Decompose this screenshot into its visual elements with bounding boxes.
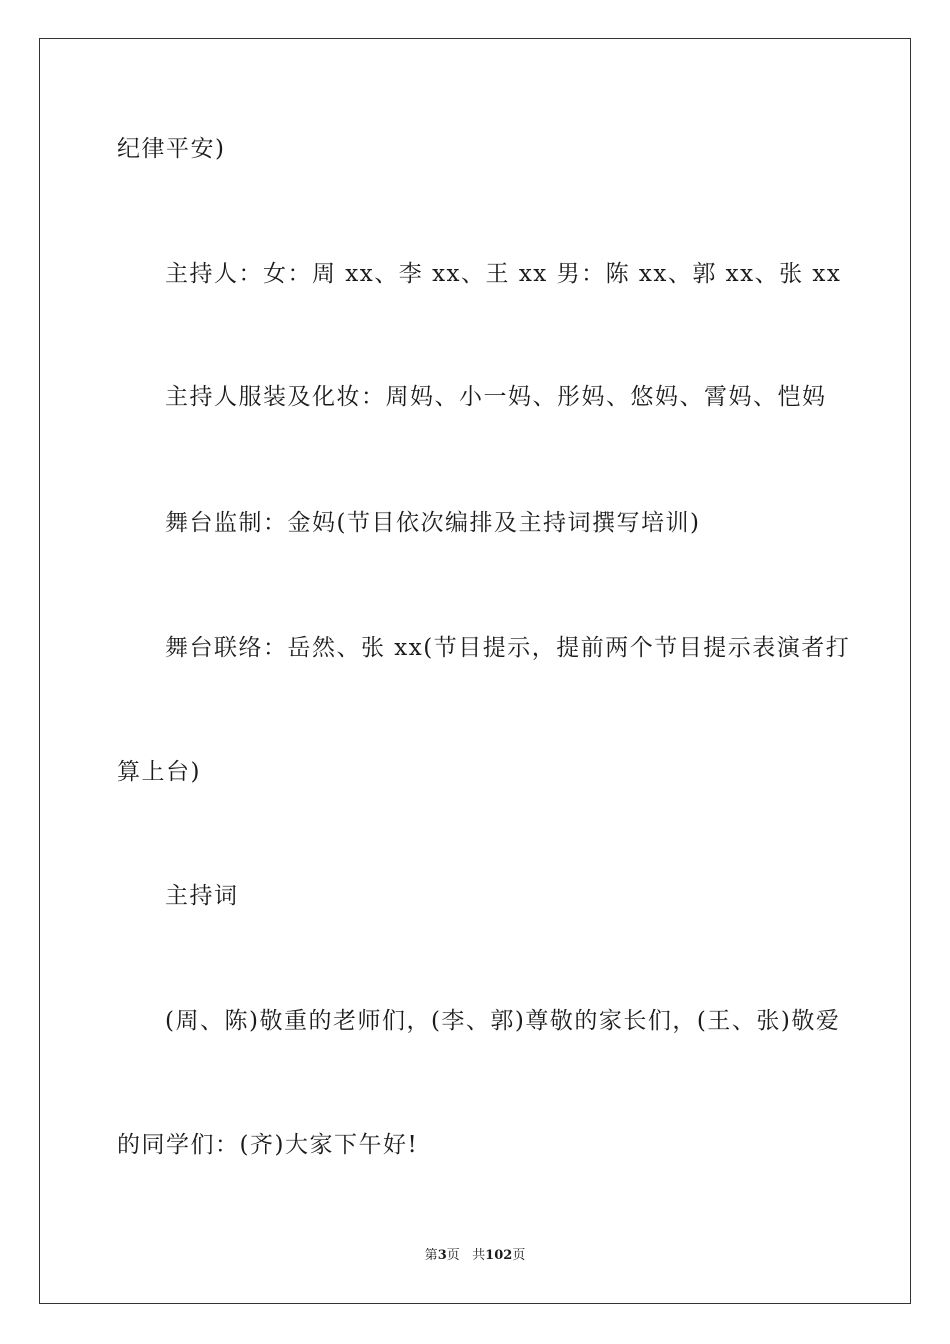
page-border <box>39 38 911 1304</box>
section-heading: 主持词 <box>165 883 239 909</box>
text-line-8: (周、陈)敬重的老师们，(李、郭)尊敬的家长们，(王、张)敬爱 <box>165 1008 841 1034</box>
text-line-6: 算上台) <box>117 759 201 785</box>
text-line-3: 主持人服装及化妆：周妈、小一妈、彤妈、悠妈、霄妈、恺妈 <box>165 384 827 410</box>
total-label-prefix: 共 <box>472 1248 486 1263</box>
text-line-4: 舞台监制：金妈(节目依次编排及主持词撰写培训) <box>165 510 701 536</box>
text-line-1: 纪律平安) <box>117 136 226 162</box>
total-label-suffix: 页 <box>512 1248 526 1263</box>
total-pages-number: 102 <box>485 1248 513 1263</box>
text-line-9: 的同学们：(齐)大家下午好! <box>117 1132 419 1158</box>
page-label-prefix: 第 <box>424 1248 438 1263</box>
text-line-2: 主持人：女：周 xx、李 xx、王 xx 男：陈 xx、郭 xx、张 xx <box>165 261 842 287</box>
page-label-suffix: 页 <box>446 1248 460 1263</box>
text-line-5: 舞台联络：岳然、张 xx(节目提示，提前两个节目提示表演者打 <box>165 635 851 661</box>
current-page-number: 3 <box>437 1248 447 1263</box>
page-footer <box>0 1247 950 1265</box>
